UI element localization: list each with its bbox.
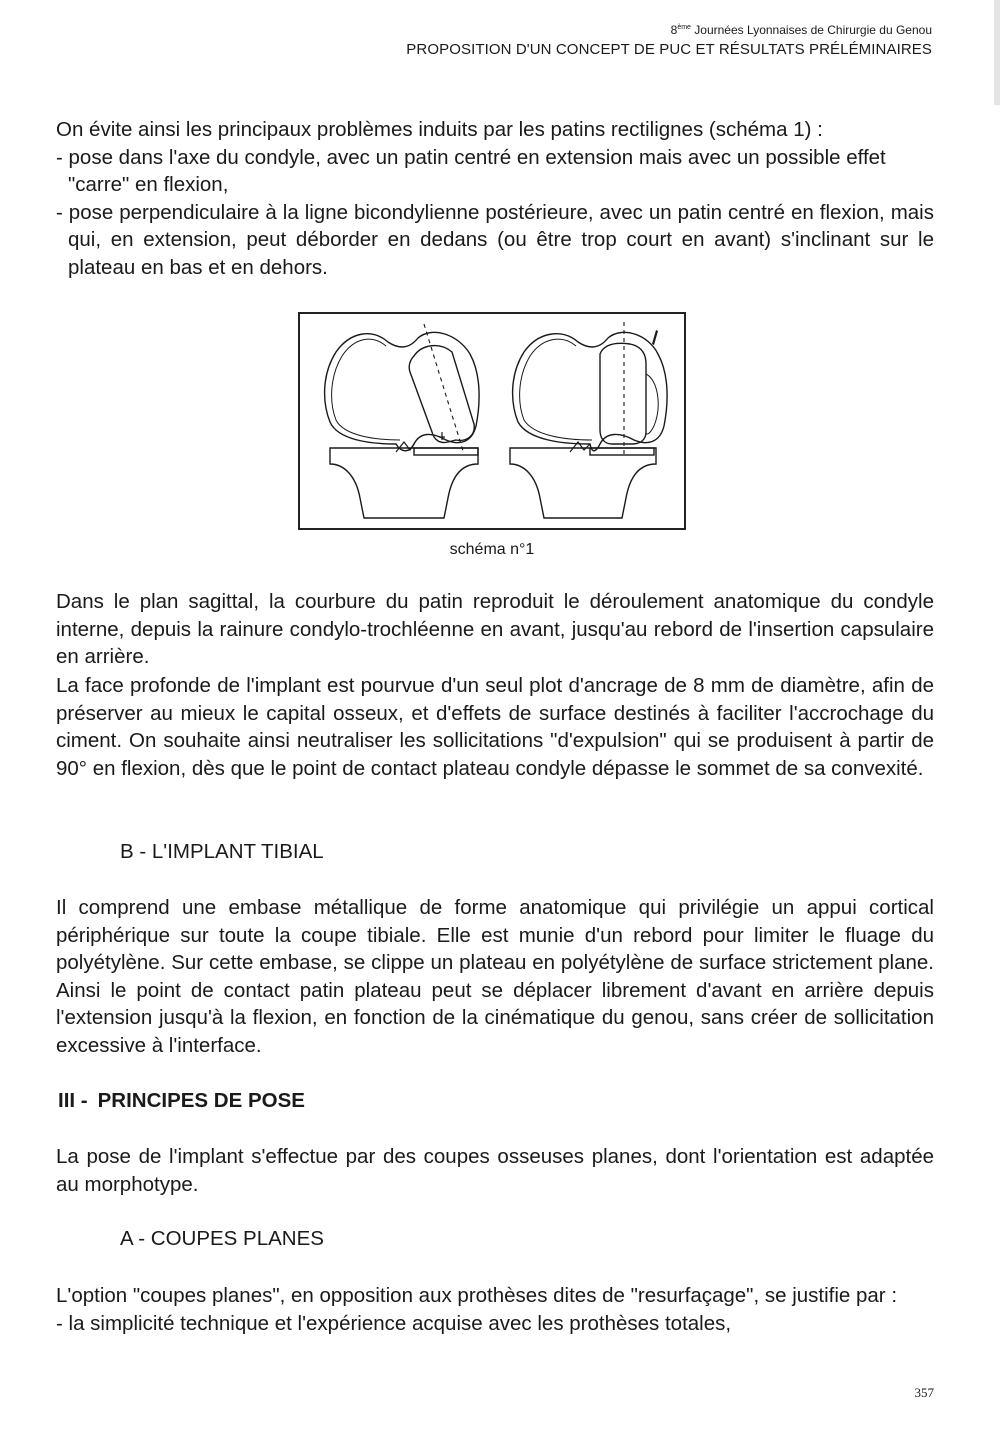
right-tibia-outline	[510, 448, 656, 518]
coupes-planes-heading: A - COUPES PLANES	[120, 1227, 324, 1250]
right-implant-pad-bulge	[646, 374, 658, 434]
coupes-planes-block	[56, 1282, 934, 1337]
implant-face-paragraph: La face profonde de l'implant est pourvue d'un seul plot d'ancrage de 8 mm de diamètre, afin de préserver au mieux le capital osseux, et d'effets de surface destinés à faciliter l'accrochage du ciment. On souhaite ainsi neutraliser les sollicitations "d'expulsion" qui se produisent à partir de 90° en flexion, dès que le point de contact plateau condyle dépasse le sommet de sa convexité.	[56, 674, 934, 780]
left-implant-pad	[409, 346, 474, 443]
section-3-number: III -	[58, 1089, 88, 1112]
left-polyethylene-insert	[414, 448, 478, 455]
right-femur-outline	[513, 332, 668, 450]
figure-caption: schéma n°1	[449, 541, 535, 558]
left-tibia-outline	[330, 448, 478, 518]
section-3-heading	[58, 1089, 305, 1113]
right-polyethylene-insert	[590, 448, 654, 455]
schema-figure	[298, 312, 686, 530]
scan-edge-shadow	[994, 0, 1000, 105]
conference-ordinal: 8	[670, 23, 678, 37]
tibial-implant-paragraph: Il comprend une embase métallique de forme anatomique qui privilégie un appui cortical périphérique sur toute la coupe tibiale. Elle est munie d'un rebord pour limiter le fluage du polyétylène. Sur cette embase, se clippe un plateau en polyétylène de surface strictement plane. Ainsi le point de contact patin plateau peut se déplacer librement d'avant en arrière depuis l'extension jusqu'à la flexion, en fonction de la cinématique du genou, sans créer de sollicitation excessive à l'interface.	[56, 896, 934, 1057]
intro-bullet-1: - pose dans l'axe du condyle, avec un patin centré en extension mais avec un possible effet "carre" en flexion,	[56, 145, 886, 196]
intro-lead: On évite ainsi les principaux problèmes induits par les patins rectilignes (schéma 1) :	[56, 118, 823, 141]
article-title: PROPOSITION D'UN CONCEPT DE PUC ET RÉSULTATS PRÉLÉMINAIRES	[406, 40, 932, 58]
coupes-planes-paragraph: L'option "coupes planes", en opposition aux prothèses dites de "resurfaçage", se justifie par :	[56, 1284, 898, 1307]
left-femur-inner-outline	[332, 339, 400, 440]
page-number: 357	[914, 1385, 934, 1400]
coupes-planes-bullet-1: - la simplicité technique et l'expérience acquise avec les prothèses totales,	[56, 1311, 732, 1335]
intro-block	[56, 116, 934, 281]
pose-paragraph: La pose de l'implant s'effectue par des coupes osseuses planes, dont l'orientation est adaptée au morphotype.	[56, 1145, 934, 1196]
conference-title: Journées Lyonnaises de Chirurgie du Genou	[694, 23, 932, 37]
tibial-implant-heading: B - L'IMPLANT TIBIAL	[120, 840, 324, 863]
right-femur-inner-outline	[520, 339, 592, 440]
sagittal-paragraph: Dans le plan sagittal, la courbure du patin reproduit le déroulement anatomique du condyle interne, depuis la rainure condylo-trochléenne en avant, jusqu'au rebord de l'insertion capsulaire en arrière.	[56, 590, 934, 668]
conference-ordinal-suffix: ème	[677, 24, 691, 31]
right-implant-pad	[600, 343, 646, 444]
intro-bullet-2: - pose perpendiculaire à la ligne bicondylienne postérieure, avec un patin centré en flexion, mais qui, en extension, peut déborder en dedans (ou être trop court en avant) s'inclinant sur le plateau en bas et en dehors.	[56, 200, 934, 279]
conference-name	[406, 24, 932, 38]
running-header	[406, 24, 932, 58]
knee-diagram	[300, 314, 686, 530]
pen-mark	[652, 330, 658, 345]
left-femur-outline	[325, 332, 480, 450]
section-3-title: PRINCIPES DE POSE	[97, 1089, 305, 1112]
